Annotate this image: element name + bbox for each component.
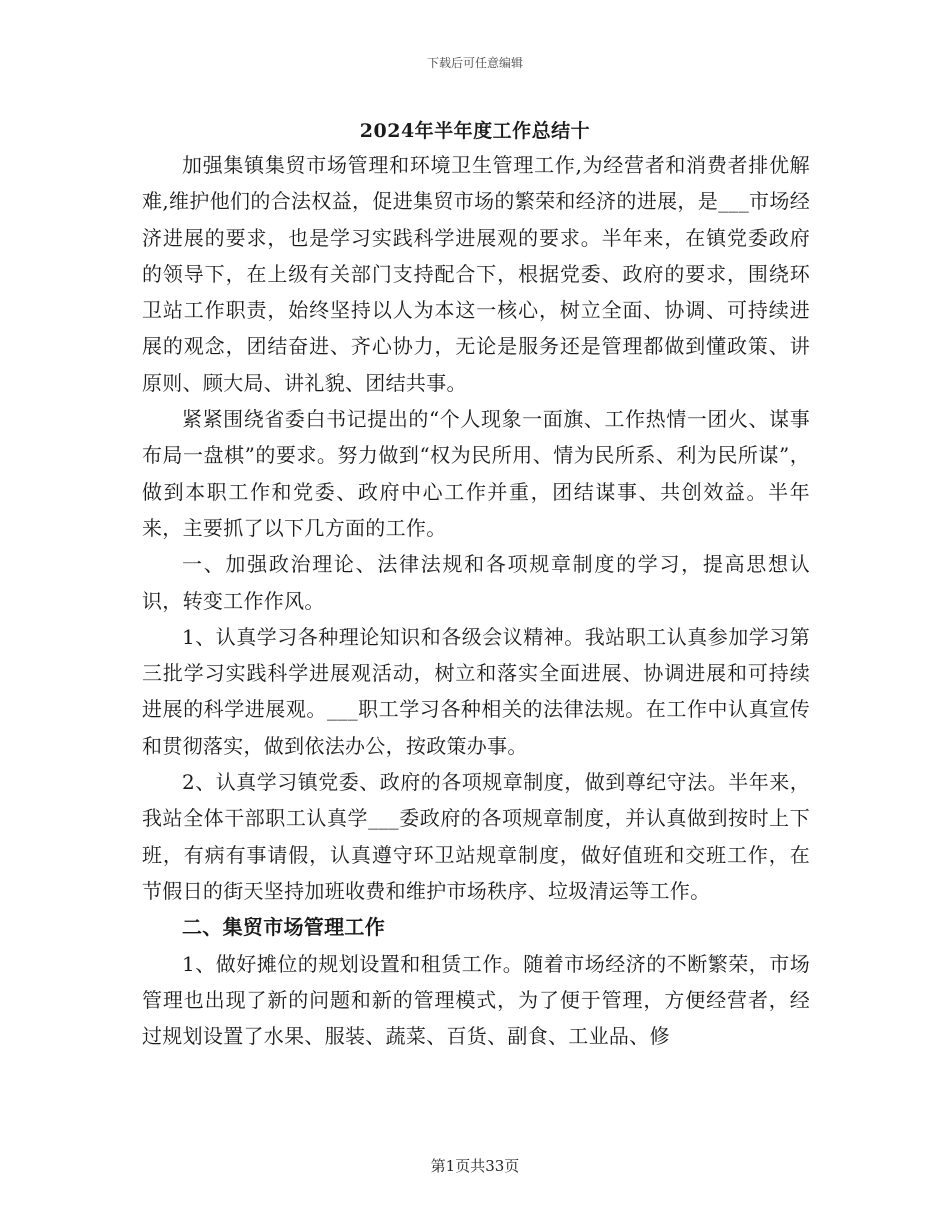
page-header-note: 下载后可任意编辑 [426,56,523,70]
paragraph-item-2-rules: 2、认真学习镇党委、政府的各项规章制度，做到尊纪守法。半年来，我站全体干部职工认真学___委政府的各项规章制度，并认真做到按时上下班，有病有事请假，认真遵守环卫站规章制度，做好值班和交班工作，在节假日的街天坚持加班收费和维护市场秩序、垃圾清运等工作。 [142,770,810,903]
document-body [142,147,810,1054]
paragraph-intro: 加强集镇集贸市场管理和环境卫生管理工作,为经营者和消费者排优解难,维护他们的合法权益，促进集贸市场的繁荣和经济的进展，是___市场经济进展的要求，也是学习实践科学进展观的要求。半年来，在镇党委政府的领导下，在上级有关部门支持配合下，根据党委、政府的要求，围绕环卫站工作职责，始终坚持以人为本这一核心，树立全面、协调、可持续进展的观念，团结奋进、齐心协力，无论是服务还是管理都做到懂政策、讲原则、顾大局、讲礼貌、团结共事。 [142,153,810,395]
paragraph-item-1-stalls: 1、做好摊位的规划设置和租赁工作。随着市场经济的不断繁荣，市场管理也出现了新的问题和新的管理模式，为了便于管理，方便经营者，经过规划设置了水果、服装、蔬菜、百货、副食、工业品、修 [142,951,810,1049]
page-number: 第1页共33页 [430,1157,520,1175]
document-title: 2024年半年度工作总结十 [359,120,591,142]
paragraph-section-one: 一、加强政治理论、法律法规和各项规章制度的学习，提高思想认识，转变工作作风。 [142,552,810,613]
paragraph-item-1-theory: 1、认真学习各种理论知识和各级会议精神。我站职工认真参加学习第三批学习实践科学进展观活动，树立和落实全面进展、协调进展和可持续进展的科学进展观。___职工学习各种相关的法律法规。在工作中认真宣传和贯彻落实，做到依法办公，按政策办事。 [142,624,810,758]
section-heading-market-management: 二、集贸市场管理工作 [182,915,385,940]
paragraph-requirements: 紧紧围绕省委白书记提出的“个人现象一面旗、工作热情一团火、谋事布局一盘棋”的要求。努力做到“权为民所用、情为民所系、利为民所谋”，做到本职工作和党委、政府中心工作并重，团结谋事、共创效益。半年来，主要抓了以下几方面的工作。 [142,407,810,540]
